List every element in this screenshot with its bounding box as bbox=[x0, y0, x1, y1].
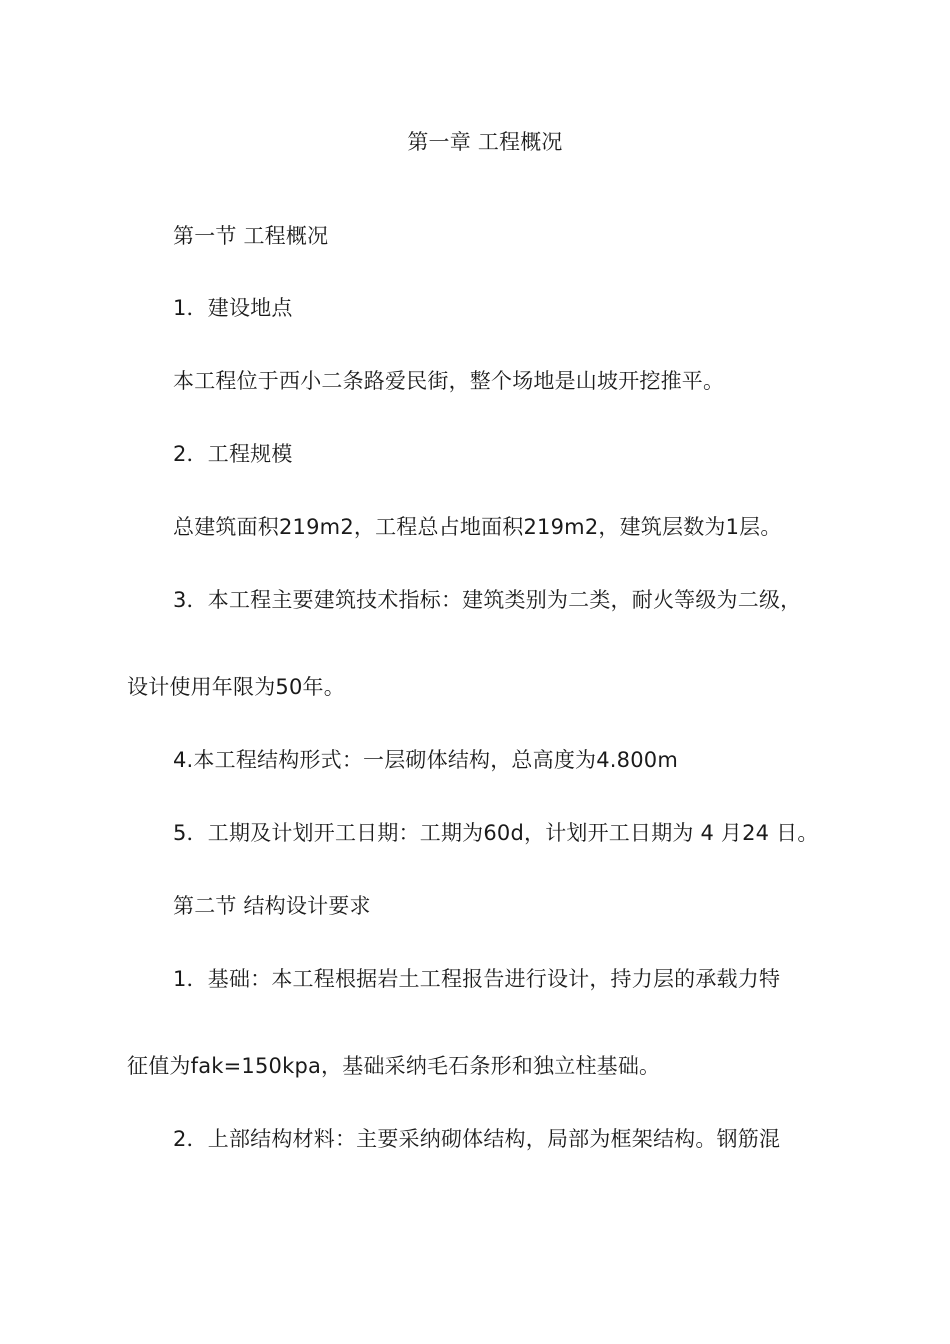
paragraph-location: 本工程位于西小二条路爱民街，整个场地是山坡开挖推平。 bbox=[173, 369, 725, 393]
paragraph-technical-indicators: 3．本工程主要建筑技术指标：建筑类别为二类，耐火等级为二级， bbox=[173, 588, 802, 612]
chapter-title: 第一章 工程概况 bbox=[407, 130, 563, 154]
paragraph-foundation-cont: 征值为fak=150kpa，基础采纳毛石条形和独立柱基础。 bbox=[127, 1054, 661, 1078]
section-heading-2: 第二节 结构设计要求 bbox=[173, 894, 371, 918]
paragraph-superstructure: 2．上部结构材料：主要采纳砌体结构，局部为框架结构。钢筋混 bbox=[173, 1127, 781, 1151]
paragraph-structure-form: 4.本工程结构形式：一层砌体结构，总高度为4.800m bbox=[173, 748, 679, 772]
item-heading-location: 1．建设地点 bbox=[173, 296, 293, 320]
item-heading-scale: 2．工程规模 bbox=[173, 442, 293, 466]
paragraph-schedule: 5．工期及计划开工日期：工期为60d，计划开工日期为 4 月24 日。 bbox=[173, 821, 819, 845]
paragraph-scale: 总建筑面积219m2，工程总占地面积219m2，建筑层数为1层。 bbox=[173, 515, 782, 539]
section-heading-1: 第一节 工程概况 bbox=[173, 224, 329, 248]
paragraph-foundation: 1．基础：本工程根据岩土工程报告进行设计，持力层的承载力特 bbox=[173, 967, 781, 991]
paragraph-technical-indicators-cont: 设计使用年限为50年。 bbox=[127, 675, 345, 699]
